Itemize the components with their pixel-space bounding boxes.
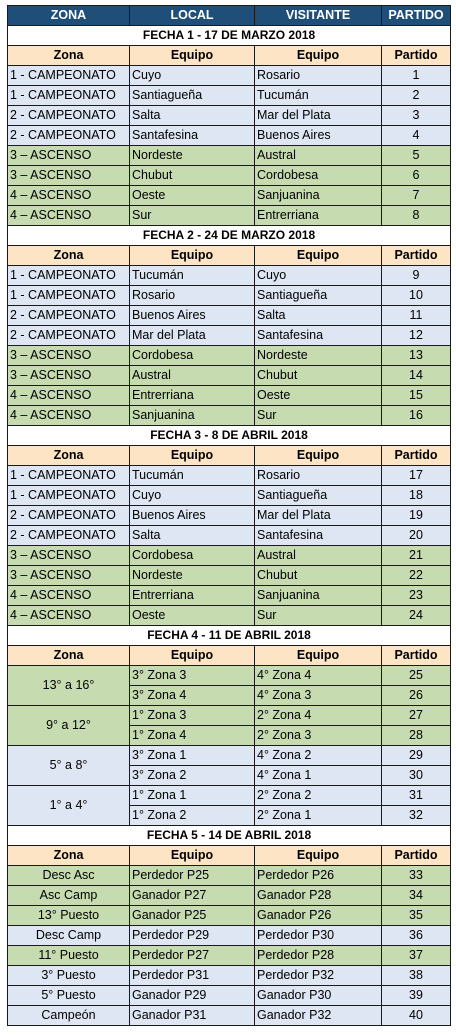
zona-cell: 3 – ASCENSO xyxy=(8,146,130,166)
match-row xyxy=(8,126,451,146)
local-team: Austral xyxy=(130,366,255,386)
match-row xyxy=(8,586,451,606)
local-team: Salta xyxy=(130,526,255,546)
fixture-sheet xyxy=(7,5,450,1026)
local-team: Oeste xyxy=(130,606,255,626)
visitante-team: Perdedor P32 xyxy=(255,966,382,986)
visitante-team: Rosario xyxy=(255,466,382,486)
partido-number: 40 xyxy=(382,1006,451,1026)
partido-number: 18 xyxy=(382,486,451,506)
partido-number: 8 xyxy=(382,206,451,226)
match-row xyxy=(8,866,451,886)
fecha-title: FECHA 3 - 8 DE ABRIL 2018 xyxy=(8,426,451,446)
partido-number: 37 xyxy=(382,946,451,966)
match-row xyxy=(8,886,451,906)
local-team: Santafesina xyxy=(130,126,255,146)
local-team: Cordobesa xyxy=(130,346,255,366)
partido-number: 33 xyxy=(382,866,451,886)
match-row xyxy=(8,746,451,766)
partido-number: 3 xyxy=(382,106,451,126)
local-team: Perdedor P27 xyxy=(130,946,255,966)
local-team: Chubut xyxy=(130,166,255,186)
subheader-zona: Zona xyxy=(8,646,130,666)
visitante-team: Ganador P26 xyxy=(255,906,382,926)
local-team: Tucumán xyxy=(130,466,255,486)
local-team: Ganador P31 xyxy=(130,1006,255,1026)
partido-number: 15 xyxy=(382,386,451,406)
visitante-team: 2° Zona 2 xyxy=(255,786,382,806)
subheader-partido: Partido xyxy=(382,446,451,466)
match-row xyxy=(8,166,451,186)
partido-number: 28 xyxy=(382,726,451,746)
partido-number: 6 xyxy=(382,166,451,186)
visitante-team: Mar del Plata xyxy=(255,106,382,126)
partido-number: 7 xyxy=(382,186,451,206)
partido-number: 27 xyxy=(382,706,451,726)
partido-number: 5 xyxy=(382,146,451,166)
subheader-row xyxy=(8,846,451,866)
match-row xyxy=(8,346,451,366)
local-team: Tucumán xyxy=(130,266,255,286)
visitante-team: Austral xyxy=(255,546,382,566)
visitante-team: Perdedor P28 xyxy=(255,946,382,966)
partido-number: 24 xyxy=(382,606,451,626)
zona-cell: 4 – ASCENSO xyxy=(8,606,130,626)
visitante-team: Tucumán xyxy=(255,86,382,106)
local-team: Santiagueña xyxy=(130,86,255,106)
subheader-partido: Partido xyxy=(382,846,451,866)
fecha-title: FECHA 1 - 17 DE MARZO 2018 xyxy=(8,26,451,46)
partido-number: 12 xyxy=(382,326,451,346)
local-team: 1° Zona 1 xyxy=(130,786,255,806)
subheader-equipo-visitante: Equipo xyxy=(255,846,382,866)
subheader-zona: Zona xyxy=(8,446,130,466)
local-team: Sanjuanina xyxy=(130,406,255,426)
partido-number: 2 xyxy=(382,86,451,106)
subheader-equipo-local: Equipo xyxy=(130,446,255,466)
local-team: Buenos Aires xyxy=(130,306,255,326)
match-row xyxy=(8,906,451,926)
match-row xyxy=(8,306,451,326)
match-row xyxy=(8,66,451,86)
local-team: Nordeste xyxy=(130,566,255,586)
match-row xyxy=(8,406,451,426)
partido-number: 26 xyxy=(382,686,451,706)
visitante-team: Buenos Aires xyxy=(255,126,382,146)
visitante-team: 2° Zona 4 xyxy=(255,706,382,726)
match-row xyxy=(8,466,451,486)
visitante-team: Ganador P32 xyxy=(255,1006,382,1026)
partido-number: 19 xyxy=(382,506,451,526)
visitante-team: 4° Zona 4 xyxy=(255,666,382,686)
partido-number: 29 xyxy=(382,746,451,766)
visitante-team: Santiagueña xyxy=(255,286,382,306)
visitante-team: Perdedor P30 xyxy=(255,926,382,946)
match-row xyxy=(8,326,451,346)
visitante-team: Cordobesa xyxy=(255,166,382,186)
partido-number: 38 xyxy=(382,966,451,986)
subheader-row xyxy=(8,446,451,466)
local-team: Entrerriana xyxy=(130,586,255,606)
zona-cell: 2 - CAMPEONATO xyxy=(8,506,130,526)
match-row xyxy=(8,206,451,226)
match-row xyxy=(8,146,451,166)
local-team: 3° Zona 1 xyxy=(130,746,255,766)
zona-group-cell: 5° a 8° xyxy=(8,746,130,786)
local-team: Mar del Plata xyxy=(130,326,255,346)
match-row xyxy=(8,966,451,986)
match-row xyxy=(8,1006,451,1026)
zona-cell: 13° Puesto xyxy=(8,906,130,926)
partido-number: 4 xyxy=(382,126,451,146)
zona-cell: 1 - CAMPEONATO xyxy=(8,286,130,306)
zona-cell: 11° Puesto xyxy=(8,946,130,966)
partido-number: 1 xyxy=(382,66,451,86)
zona-cell: 5° Puesto xyxy=(8,986,130,1006)
match-row xyxy=(8,286,451,306)
zona-cell: Campeón xyxy=(8,1006,130,1026)
partido-number: 22 xyxy=(382,566,451,586)
subheader-partido: Partido xyxy=(382,646,451,666)
subheader-partido: Partido xyxy=(382,246,451,266)
match-row xyxy=(8,566,451,586)
partido-number: 9 xyxy=(382,266,451,286)
zona-cell: 2 - CAMPEONATO xyxy=(8,326,130,346)
local-team: Cuyo xyxy=(130,66,255,86)
partido-number: 13 xyxy=(382,346,451,366)
fecha-title: FECHA 5 - 14 DE ABRIL 2018 xyxy=(8,826,451,846)
zona-cell: 3 – ASCENSO xyxy=(8,566,130,586)
local-team: Buenos Aires xyxy=(130,506,255,526)
subheader-partido: Partido xyxy=(382,46,451,66)
zona-cell: 2 - CAMPEONATO xyxy=(8,126,130,146)
subheader-equipo-local: Equipo xyxy=(130,46,255,66)
match-row xyxy=(8,386,451,406)
match-row xyxy=(8,706,451,726)
visitante-team: Ganador P28 xyxy=(255,886,382,906)
visitante-team: Austral xyxy=(255,146,382,166)
partido-number: 20 xyxy=(382,526,451,546)
match-row xyxy=(8,946,451,966)
visitante-team: Mar del Plata xyxy=(255,506,382,526)
partido-number: 35 xyxy=(382,906,451,926)
match-row xyxy=(8,546,451,566)
match-row xyxy=(8,366,451,386)
match-row xyxy=(8,666,451,686)
header-visitante: VISITANTE xyxy=(255,6,382,26)
zona-cell: 1 - CAMPEONATO xyxy=(8,66,130,86)
zona-cell: 3° Puesto xyxy=(8,966,130,986)
visitante-team: Santafesina xyxy=(255,326,382,346)
subheader-row xyxy=(8,46,451,66)
match-row xyxy=(8,266,451,286)
local-team: Ganador P29 xyxy=(130,986,255,1006)
local-team: Ganador P25 xyxy=(130,906,255,926)
local-team: Cuyo xyxy=(130,486,255,506)
local-team: 1° Zona 4 xyxy=(130,726,255,746)
header-row xyxy=(8,6,451,26)
partido-number: 39 xyxy=(382,986,451,1006)
subheader-equipo-local: Equipo xyxy=(130,846,255,866)
fecha-title: FECHA 4 - 11 DE ABRIL 2018 xyxy=(8,626,451,646)
zona-cell: 4 – ASCENSO xyxy=(8,586,130,606)
subheader-equipo-local: Equipo xyxy=(130,246,255,266)
subheader-row xyxy=(8,646,451,666)
match-row xyxy=(8,86,451,106)
partido-number: 30 xyxy=(382,766,451,786)
match-row xyxy=(8,526,451,546)
match-row xyxy=(8,506,451,526)
partido-number: 31 xyxy=(382,786,451,806)
partido-number: 17 xyxy=(382,466,451,486)
header-zona: ZONA xyxy=(8,6,130,26)
match-row xyxy=(8,486,451,506)
match-row xyxy=(8,986,451,1006)
header-partido: PARTIDO xyxy=(382,6,451,26)
local-team: Rosario xyxy=(130,286,255,306)
visitante-team: Sanjuanina xyxy=(255,586,382,606)
fecha-2-title xyxy=(8,226,451,246)
local-team: 3° Zona 4 xyxy=(130,686,255,706)
partido-number: 36 xyxy=(382,926,451,946)
fecha-1-title xyxy=(8,26,451,46)
zona-cell: 2 - CAMPEONATO xyxy=(8,306,130,326)
local-team: Perdedor P29 xyxy=(130,926,255,946)
zona-cell: Desc Camp xyxy=(8,926,130,946)
zona-group-cell: 9° a 12° xyxy=(8,706,130,746)
match-row xyxy=(8,186,451,206)
visitante-team: Santiagueña xyxy=(255,486,382,506)
visitante-team: Chubut xyxy=(255,366,382,386)
zona-cell: 4 – ASCENSO xyxy=(8,386,130,406)
local-team: Oeste xyxy=(130,186,255,206)
match-row xyxy=(8,106,451,126)
subheader-equipo-visitante: Equipo xyxy=(255,646,382,666)
visitante-team: Nordeste xyxy=(255,346,382,366)
subheader-zona: Zona xyxy=(8,846,130,866)
local-team: Nordeste xyxy=(130,146,255,166)
match-row xyxy=(8,786,451,806)
partido-number: 32 xyxy=(382,806,451,826)
local-team: 1° Zona 3 xyxy=(130,706,255,726)
match-row xyxy=(8,926,451,946)
partido-number: 10 xyxy=(382,286,451,306)
visitante-team: Entrerriana xyxy=(255,206,382,226)
visitante-team: Sanjuanina xyxy=(255,186,382,206)
partido-number: 25 xyxy=(382,666,451,686)
partido-number: 16 xyxy=(382,406,451,426)
fixture-table xyxy=(7,5,451,1026)
visitante-team: Santafesina xyxy=(255,526,382,546)
partido-number: 11 xyxy=(382,306,451,326)
partido-number: 34 xyxy=(382,886,451,906)
local-team: Cordobesa xyxy=(130,546,255,566)
local-team: Sur xyxy=(130,206,255,226)
zona-cell: 3 – ASCENSO xyxy=(8,546,130,566)
fecha-5-title xyxy=(8,826,451,846)
visitante-team: Rosario xyxy=(255,66,382,86)
subheader-equipo-local: Equipo xyxy=(130,646,255,666)
match-row xyxy=(8,606,451,626)
local-team: 1° Zona 2 xyxy=(130,806,255,826)
zona-cell: 4 – ASCENSO xyxy=(8,206,130,226)
zona-cell: 2 - CAMPEONATO xyxy=(8,106,130,126)
zona-cell: 3 – ASCENSO xyxy=(8,166,130,186)
fecha-4-title xyxy=(8,626,451,646)
local-team: Salta xyxy=(130,106,255,126)
visitante-team: Salta xyxy=(255,306,382,326)
local-team: Entrerriana xyxy=(130,386,255,406)
subheader-row xyxy=(8,246,451,266)
visitante-team: Chubut xyxy=(255,566,382,586)
partido-number: 14 xyxy=(382,366,451,386)
zona-group-cell: 13° a 16° xyxy=(8,666,130,706)
zona-cell: 1 - CAMPEONATO xyxy=(8,86,130,106)
subheader-zona: Zona xyxy=(8,246,130,266)
partido-number: 21 xyxy=(382,546,451,566)
visitante-team: Sur xyxy=(255,606,382,626)
local-team: Perdedor P31 xyxy=(130,966,255,986)
visitante-team: 4° Zona 3 xyxy=(255,686,382,706)
zona-cell: 4 – ASCENSO xyxy=(8,186,130,206)
partido-number: 23 xyxy=(382,586,451,606)
zona-group-cell: 1° a 4° xyxy=(8,786,130,826)
zona-cell: 4 – ASCENSO xyxy=(8,406,130,426)
zona-cell: 1 - CAMPEONATO xyxy=(8,486,130,506)
subheader-zona: Zona xyxy=(8,46,130,66)
visitante-team: Ganador P30 xyxy=(255,986,382,1006)
fecha-3-title xyxy=(8,426,451,446)
header-local: LOCAL xyxy=(130,6,255,26)
subheader-equipo-visitante: Equipo xyxy=(255,46,382,66)
zona-cell: Asc Camp xyxy=(8,886,130,906)
zona-cell: 1 - CAMPEONATO xyxy=(8,266,130,286)
visitante-team: Perdedor P26 xyxy=(255,866,382,886)
visitante-team: 2° Zona 3 xyxy=(255,726,382,746)
zona-cell: Desc Asc xyxy=(8,866,130,886)
zona-cell: 3 – ASCENSO xyxy=(8,366,130,386)
local-team: Ganador P27 xyxy=(130,886,255,906)
fecha-title: FECHA 2 - 24 DE MARZO 2018 xyxy=(8,226,451,246)
local-team: 3° Zona 3 xyxy=(130,666,255,686)
visitante-team: Sur xyxy=(255,406,382,426)
zona-cell: 3 – ASCENSO xyxy=(8,346,130,366)
visitante-team: 2° Zona 1 xyxy=(255,806,382,826)
visitante-team: 4° Zona 2 xyxy=(255,746,382,766)
local-team: Perdedor P25 xyxy=(130,866,255,886)
zona-cell: 2 - CAMPEONATO xyxy=(8,526,130,546)
subheader-equipo-visitante: Equipo xyxy=(255,446,382,466)
visitante-team: Cuyo xyxy=(255,266,382,286)
visitante-team: Oeste xyxy=(255,386,382,406)
visitante-team: 4° Zona 1 xyxy=(255,766,382,786)
zona-cell: 1 - CAMPEONATO xyxy=(8,466,130,486)
local-team: 3° Zona 2 xyxy=(130,766,255,786)
subheader-equipo-visitante: Equipo xyxy=(255,246,382,266)
